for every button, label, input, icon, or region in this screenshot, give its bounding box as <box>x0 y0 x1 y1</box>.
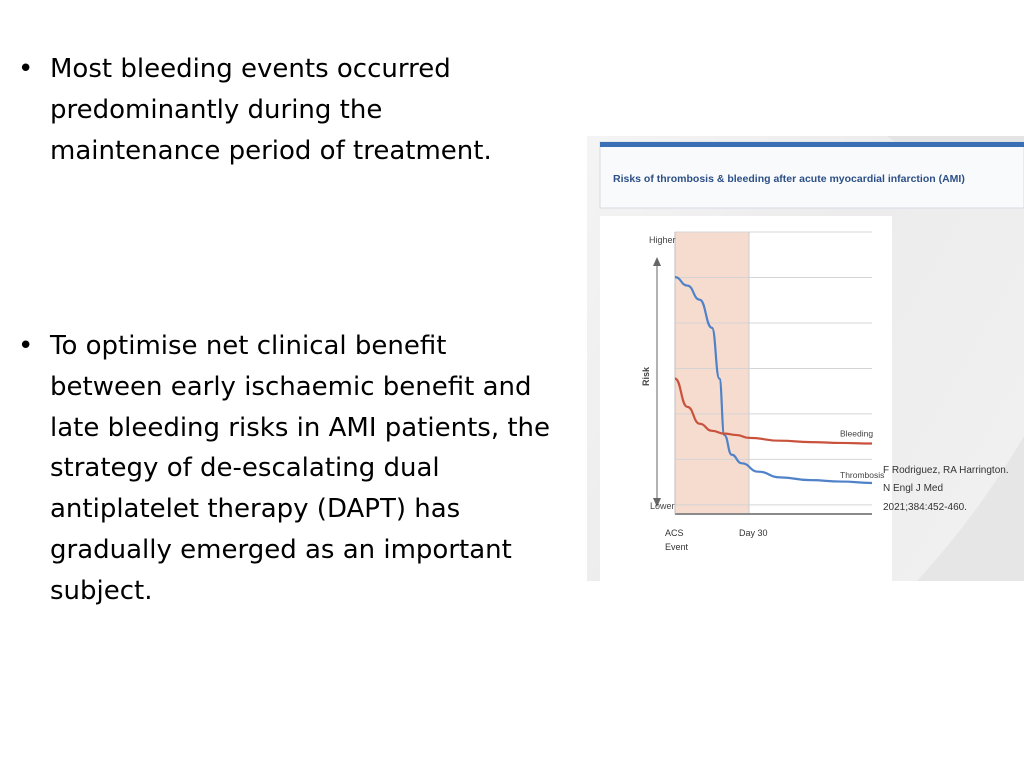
bullet-text: Most bleeding events occurred predominantly during the maintenance period of treatment. <box>50 54 492 166</box>
citation-line: 2021;384:452-460. <box>883 502 967 513</box>
series-label: Bleeding <box>840 428 874 439</box>
risk-chart <box>587 136 1024 581</box>
chart-title: Risks of thrombosis & bleeding after acute myocardial infarction (AMI) <box>613 173 965 185</box>
x-tick-label: Event <box>665 542 689 552</box>
bullet-marker: • <box>18 331 34 361</box>
bullet-item <box>18 326 558 612</box>
x-tick-label: Day 30 <box>739 528 768 538</box>
y-axis-label: Risk <box>641 366 651 386</box>
y-bottom-label: Lower <box>650 501 675 511</box>
series-label: Thrombosis <box>840 469 885 480</box>
bullet-text: To optimise net clinical benefit between early ischaemic benefit and late bleeding risks in AMI patients, the strategy of de-escalating dual antiplatelet therapy (DAPT) has gradually emerged as an important subject. <box>50 331 551 606</box>
bullet-marker: • <box>18 54 34 84</box>
y-top-label: Higher <box>649 235 676 245</box>
risk-figure <box>587 136 1024 581</box>
citation-line: N Engl J Med <box>883 483 944 494</box>
shaded-region <box>675 232 749 514</box>
x-tick-label: ACS <box>665 528 684 538</box>
title-accent-bar <box>600 142 1024 147</box>
citation-line: F Rodriguez, RA Harrington. <box>883 465 1009 476</box>
bullet-item <box>18 49 558 171</box>
